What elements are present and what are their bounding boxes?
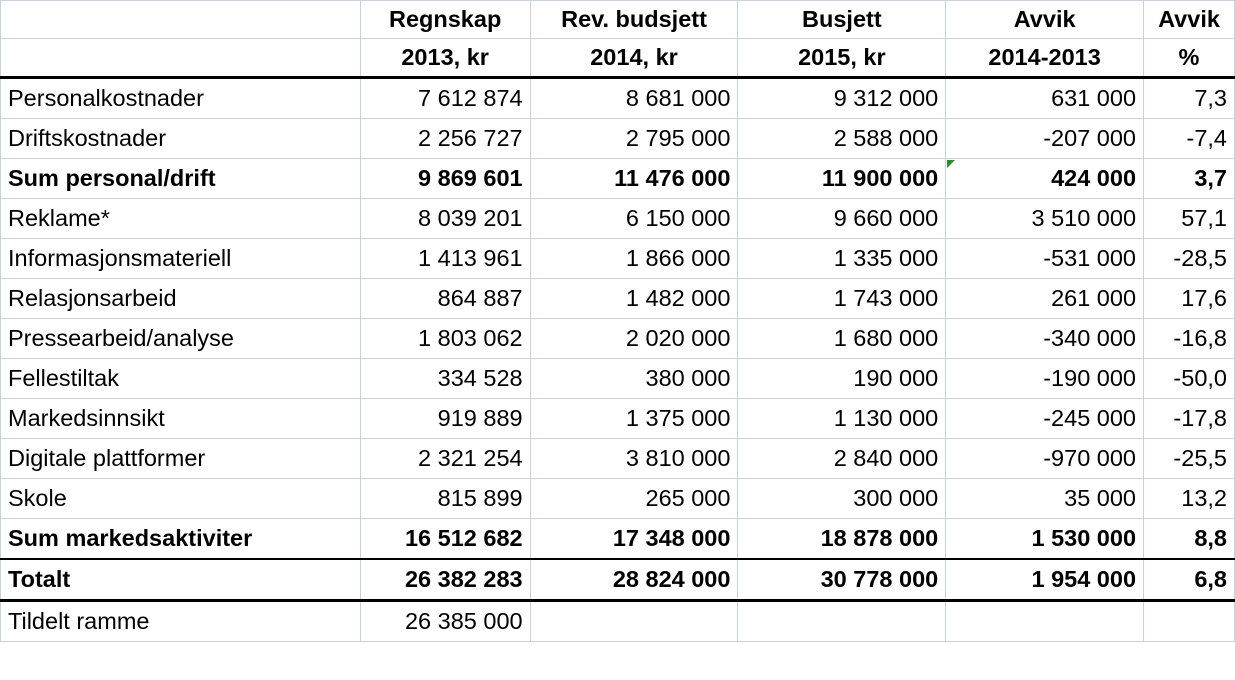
value-cell[interactable]: -25,5 [1144, 439, 1235, 479]
row-label-cell[interactable]: Totalt [1, 559, 361, 601]
value-cell[interactable]: 13,2 [1144, 479, 1235, 519]
value-cell[interactable]: -531 000 [946, 239, 1144, 279]
value-cell[interactable]: 424 000 [946, 159, 1144, 199]
header-cell-avvik-pct[interactable]: Avvik [1144, 1, 1235, 39]
value-cell[interactable]: -28,5 [1144, 239, 1235, 279]
value-cell[interactable]: 2 256 727 [360, 119, 530, 159]
value-cell[interactable]: 2 840 000 [738, 439, 946, 479]
value-cell[interactable]: 2 588 000 [738, 119, 946, 159]
value-cell[interactable]: 26 382 283 [360, 559, 530, 601]
value-cell[interactable]: 1 530 000 [946, 519, 1144, 560]
value-cell[interactable]: -7,4 [1144, 119, 1235, 159]
value-cell[interactable]: 864 887 [360, 279, 530, 319]
header-cell-busjett-year[interactable]: 2015, kr [738, 39, 946, 78]
value-cell[interactable]: 16 512 682 [360, 519, 530, 560]
value-cell[interactable]: 17 348 000 [530, 519, 738, 560]
value-cell[interactable]: 8 039 201 [360, 199, 530, 239]
value-cell[interactable]: 2 321 254 [360, 439, 530, 479]
value-cell[interactable]: 1 954 000 [946, 559, 1144, 601]
value-cell[interactable]: 17,6 [1144, 279, 1235, 319]
value-cell[interactable]: -245 000 [946, 399, 1144, 439]
comment-indicator-icon[interactable] [947, 160, 955, 168]
value-cell[interactable]: 28 824 000 [530, 559, 738, 601]
value-cell[interactable]: -50,0 [1144, 359, 1235, 399]
table-row [1, 479, 1235, 519]
header-cell-avvik-range[interactable]: 2014-2013 [946, 39, 1144, 78]
value-cell[interactable]: 631 000 [946, 78, 1144, 119]
value-cell[interactable] [1144, 601, 1235, 642]
header-cell-label[interactable] [1, 1, 361, 39]
value-cell[interactable]: 919 889 [360, 399, 530, 439]
value-cell[interactable]: 7,3 [1144, 78, 1235, 119]
row-label-cell[interactable]: Reklame* [1, 199, 361, 239]
header-cell-rev-budsjett-year[interactable]: 2014, kr [530, 39, 738, 78]
header-row [1, 1, 1235, 39]
value-cell[interactable]: 30 778 000 [738, 559, 946, 601]
value-cell[interactable]: -340 000 [946, 319, 1144, 359]
value-cell[interactable]: 11 900 000 [738, 159, 946, 199]
row-label-cell[interactable]: Relasjonsarbeid [1, 279, 361, 319]
value-cell[interactable]: 3 810 000 [530, 439, 738, 479]
table-row [1, 519, 1235, 560]
value-cell[interactable]: -16,8 [1144, 319, 1235, 359]
value-cell[interactable]: 2 795 000 [530, 119, 738, 159]
table-row [1, 359, 1235, 399]
row-label-cell[interactable]: Markedsinnsikt [1, 399, 361, 439]
value-cell[interactable]: 9 660 000 [738, 199, 946, 239]
table-row [1, 319, 1235, 359]
value-cell[interactable] [738, 601, 946, 642]
row-label-cell[interactable]: Digitale plattformer [1, 439, 361, 479]
value-cell[interactable]: 380 000 [530, 359, 738, 399]
table-row [1, 279, 1235, 319]
header-cell-busjett[interactable]: Busjett [738, 1, 946, 39]
header-cell-regnskap[interactable]: Regnskap [360, 1, 530, 39]
value-cell[interactable]: 1 680 000 [738, 319, 946, 359]
table-row [1, 439, 1235, 479]
table-row [1, 399, 1235, 439]
row-label-cell[interactable]: Tildelt ramme [1, 601, 361, 642]
value-cell[interactable]: 1 743 000 [738, 279, 946, 319]
value-cell[interactable]: 35 000 [946, 479, 1144, 519]
row-label-cell[interactable]: Driftskostnader [1, 119, 361, 159]
row-label-cell[interactable]: Skole [1, 479, 361, 519]
row-label-cell[interactable]: Personalkostnader [1, 78, 361, 119]
value-cell[interactable]: 265 000 [530, 479, 738, 519]
table-row [1, 119, 1235, 159]
table-row [1, 159, 1235, 199]
value-cell[interactable]: 1 866 000 [530, 239, 738, 279]
value-cell[interactable] [946, 601, 1144, 642]
value-cell[interactable]: 1 482 000 [530, 279, 738, 319]
value-cell[interactable] [530, 601, 738, 642]
value-cell[interactable]: 11 476 000 [530, 159, 738, 199]
value-cell[interactable]: 2 020 000 [530, 319, 738, 359]
value-cell[interactable]: 3 510 000 [946, 199, 1144, 239]
value-cell[interactable]: 8 681 000 [530, 78, 738, 119]
value-cell[interactable]: 18 878 000 [738, 519, 946, 560]
table-row [1, 559, 1235, 601]
value-cell[interactable]: 1 130 000 [738, 399, 946, 439]
header-cell-label[interactable] [1, 39, 361, 78]
row-label-cell[interactable]: Pressearbeid/analyse [1, 319, 361, 359]
value-cell[interactable]: 6,8 [1144, 559, 1235, 601]
row-label-cell[interactable]: Sum markedsaktiviter [1, 519, 361, 560]
value-cell[interactable]: -970 000 [946, 439, 1144, 479]
table-row [1, 78, 1235, 119]
table-row [1, 199, 1235, 239]
value-cell[interactable]: 190 000 [738, 359, 946, 399]
value-cell[interactable]: 334 528 [360, 359, 530, 399]
value-cell[interactable]: 1 335 000 [738, 239, 946, 279]
header-cell-regnskap-year[interactable]: 2013, kr [360, 39, 530, 78]
value-cell[interactable]: 26 385 000 [360, 601, 530, 642]
value-cell[interactable]: -17,8 [1144, 399, 1235, 439]
value-cell[interactable]: 8,8 [1144, 519, 1235, 560]
value-cell[interactable]: 1 413 961 [360, 239, 530, 279]
value-cell[interactable]: 300 000 [738, 479, 946, 519]
value-cell[interactable]: 9 869 601 [360, 159, 530, 199]
value-cell[interactable]: 261 000 [946, 279, 1144, 319]
table-row [1, 239, 1235, 279]
header-row [1, 39, 1235, 78]
value-cell[interactable]: 1 375 000 [530, 399, 738, 439]
value-cell[interactable]: -190 000 [946, 359, 1144, 399]
table-row [1, 601, 1235, 642]
value-cell[interactable]: 57,1 [1144, 199, 1235, 239]
row-label-cell[interactable]: Informasjonsmateriell [1, 239, 361, 279]
header-cell-avvik-pct-unit[interactable]: % [1144, 39, 1235, 78]
value-cell[interactable]: 815 899 [360, 479, 530, 519]
value-cell[interactable]: -207 000 [946, 119, 1144, 159]
value-cell[interactable]: 3,7 [1144, 159, 1235, 199]
value-cell[interactable]: 6 150 000 [530, 199, 738, 239]
header-cell-avvik[interactable]: Avvik [946, 1, 1144, 39]
value-cell[interactable]: 1 803 062 [360, 319, 530, 359]
value-cell[interactable]: 9 312 000 [738, 78, 946, 119]
row-label-cell[interactable]: Sum personal/drift [1, 159, 361, 199]
value-cell[interactable]: 7 612 874 [360, 78, 530, 119]
header-cell-rev-budsjett[interactable]: Rev. budsjett [530, 1, 738, 39]
row-label-cell[interactable]: Fellestiltak [1, 359, 361, 399]
